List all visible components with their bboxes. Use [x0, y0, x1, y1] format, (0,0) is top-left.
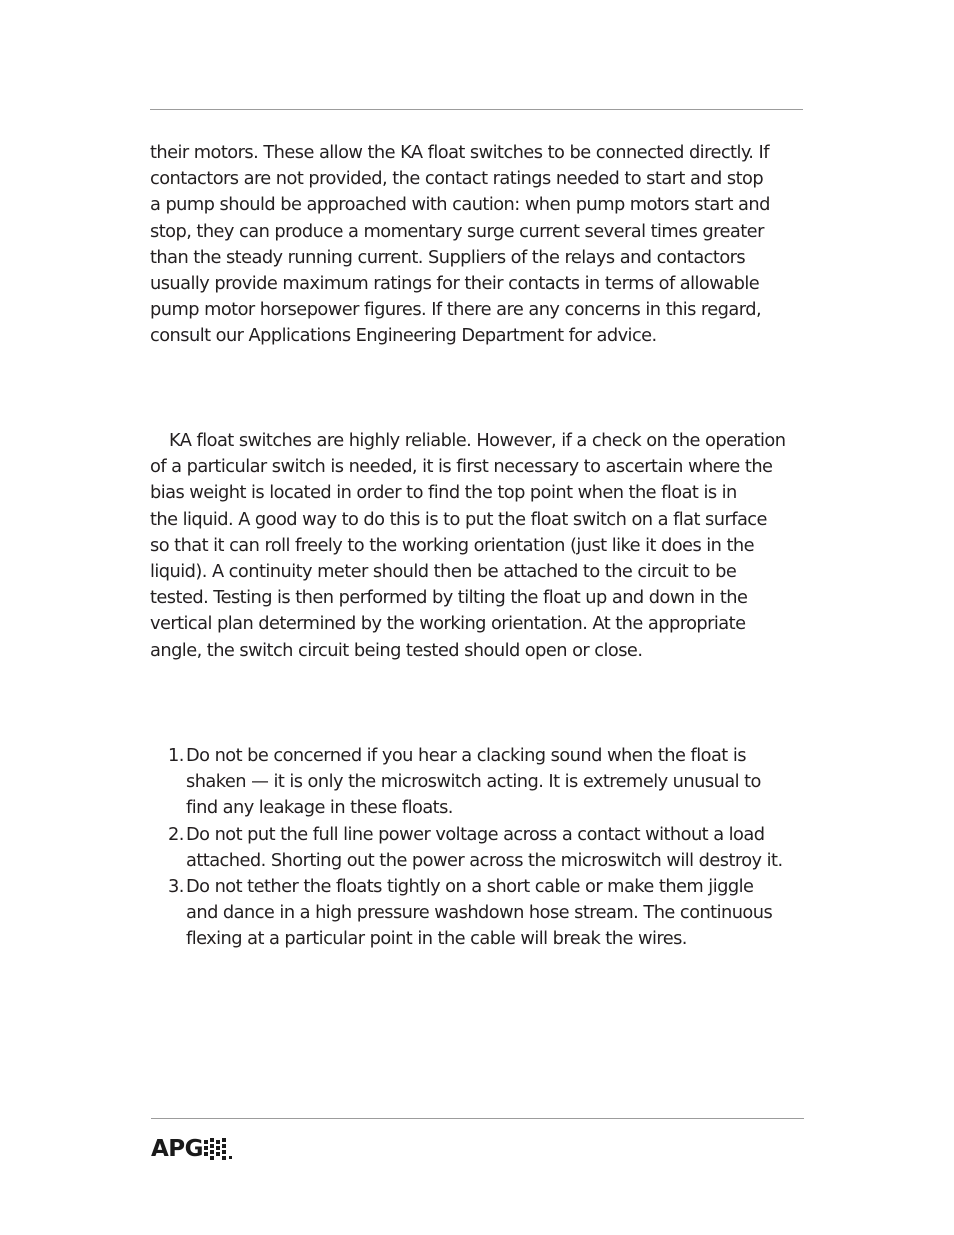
- list-item-number: 3.: [168, 876, 184, 898]
- paragraph-contactor-ratings: [150, 140, 790, 350]
- text-line: flexing at a particular point in the cable will break the wires.: [186, 928, 687, 950]
- footer-divider: [151, 1118, 804, 1119]
- text-line: contactors are not provided, the contact ratings needed to start and stop: [150, 168, 764, 190]
- text-line: than the steady running current. Suppliers of the relays and contactors: [150, 246, 746, 268]
- text-line: Do not put the full line power voltage across a contact without a load: [186, 823, 765, 845]
- notes-list: [150, 743, 790, 953]
- header-divider: [150, 109, 803, 110]
- apg-dot-grid-icon: [204, 1138, 236, 1160]
- text-line: a pump should be approached with caution: when pump motors start and: [150, 194, 770, 216]
- list-item-number: 1.: [168, 745, 184, 766]
- list-item: [150, 822, 790, 874]
- text-line: their motors. These allow the KA float switches to be connected directly. If: [150, 142, 769, 163]
- text-line: shaken — it is only the microswitch acting. It is extremely unusual to: [186, 771, 761, 793]
- text-line: pump motor horsepower figures. If there are any concerns in this regard,: [150, 299, 762, 321]
- text-line: liquid). A continuity meter should then be attached to the circuit to be: [150, 561, 737, 583]
- text-line: the liquid. A good way to do this is to put the float switch on a flat surface: [150, 508, 767, 530]
- list-item: [150, 874, 790, 953]
- text-line: usually provide maximum ratings for their contacts in terms of allowable: [150, 273, 760, 295]
- apg-logo: [151, 1136, 236, 1162]
- text-line: Do not tether the floats tightly on a short cable or make them jiggle: [186, 876, 754, 898]
- text-line: of a particular switch is needed, it is first necessary to ascertain where the: [150, 456, 773, 478]
- text-line: Do not be concerned if you hear a clacking sound when the float is: [186, 745, 746, 766]
- list-item: [150, 743, 790, 822]
- text-line: so that it can roll freely to the working orientation (just like it does in the: [150, 534, 755, 556]
- text-line: vertical plan determined by the working orientation. At the appropriate: [150, 613, 746, 635]
- text-line: stop, they can produce a momentary surge current several times greater: [150, 220, 764, 242]
- text-line: tested. Testing is then performed by tilting the float up and down in the: [150, 587, 748, 609]
- text-line: attached. Shorting out the power across the microswitch will destroy it.: [186, 849, 783, 871]
- text-line: angle, the switch circuit being tested should open or close.: [150, 639, 643, 661]
- paragraph-switch-testing: [150, 428, 790, 664]
- text-line: consult our Applications Engineering Department for advice.: [150, 325, 657, 347]
- list-item-number: 2.: [168, 823, 184, 845]
- text-line: and dance in a high pressure washdown hose stream. The continuous: [186, 902, 773, 924]
- text-line: KA float switches are highly reliable. However, if a check on the operation: [169, 430, 786, 451]
- text-line: bias weight is located in order to find the top point when the float is in: [150, 482, 737, 504]
- logo-wordmark: APG: [151, 1136, 204, 1162]
- text-line: find any leakage in these floats.: [186, 797, 453, 819]
